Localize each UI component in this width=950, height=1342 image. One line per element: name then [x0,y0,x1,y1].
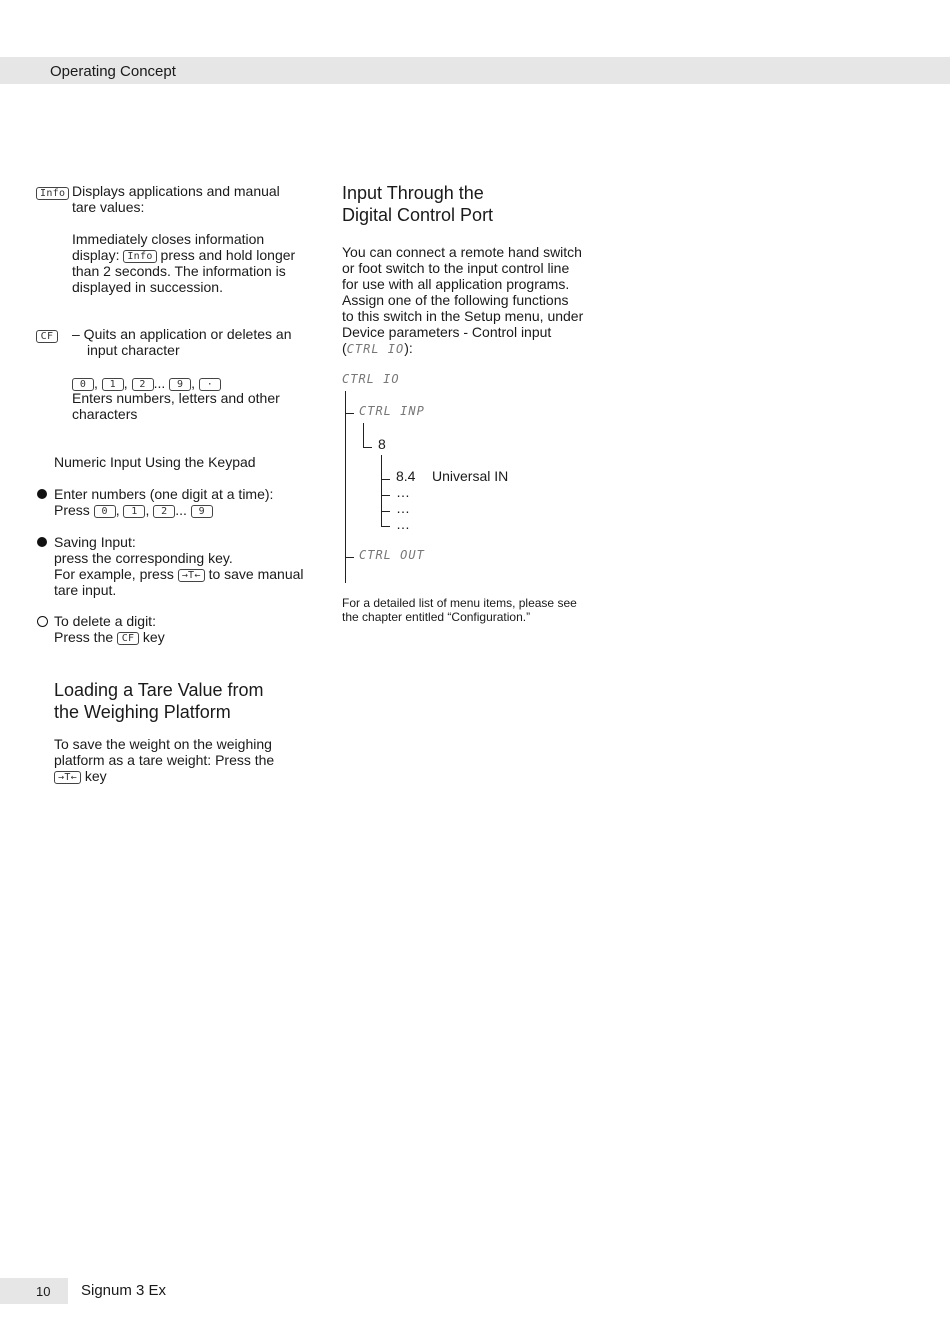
menu-tree-item-label: Universal IN [432,468,509,484]
tree-branch [381,511,390,512]
filled-bullet-icon [37,489,47,499]
tare-key-icon: →T← [54,771,81,784]
bullet-saving-input: Saving Input: press the corresponding key. For example, press →T← to save manual tare input. [54,534,304,598]
control-port-heading: Input Through the Digital Control Port [342,183,494,225]
tree-line [381,455,382,526]
key-0-icon: 0 [94,505,116,518]
menu-tree-ellipsis: … [396,516,410,532]
footer-page-band [0,1278,68,1304]
menu-tree-ellipsis: … [396,484,410,500]
key-9-icon: 9 [191,505,213,518]
key-2-icon: 2 [153,505,175,518]
menu-tree-ellipsis: … [396,500,410,516]
open-bullet-icon [37,616,48,627]
menu-tree-node-8: 8 [378,436,386,452]
tree-branch [363,447,372,448]
keypad-keys-row: 0 , 1 , 2 ... 9 , · [72,375,221,391]
info-key-description: Displays applications and manual tare values: [72,183,280,215]
menu-tree-ctrl-inp: CTRL INP [359,404,425,418]
tree-branch [345,413,354,414]
tree-branch [345,557,354,558]
tare-section-text: To save the weight on the weighing platform as a tare weight: Press the →T← key [54,736,275,784]
tree-line [363,423,364,447]
key-0-icon: 0 [72,378,94,391]
tree-branch [381,479,390,480]
menu-tree-ctrl-out: CTRL OUT [359,548,425,562]
tare-section-heading: Loading a Tare Value from the Weighing Platform [54,680,264,722]
cf-key-description: – Quits an application or deletes an input character [72,326,292,358]
numeric-input-heading: Numeric Input Using the Keypad [54,454,256,470]
info-key-icon-inline: Info [123,250,156,263]
keypad-description: Enters numbers, letters and other characters [72,390,280,422]
info-key-icon: Info [36,184,69,200]
tree-branch [381,495,390,496]
filled-bullet-icon [37,537,47,547]
tare-key-icon: →T← [178,569,205,582]
info-key-close-description: Immediately closes information display: Info press and hold longer than 2 seconds. The information is displayed in succession. [72,231,296,295]
key-1-icon: 1 [102,378,124,391]
bullet-enter-numbers: Enter numbers (one digit at a time): Press 0 , 1 , 2 ... 9 [54,486,274,518]
configuration-note: For a detailed list of menu items, please see the chapter entitled “Configuration.” [342,596,577,624]
cf-key-icon-inline: CF [117,632,139,645]
menu-tree-item-code: 8.4 [396,468,416,484]
bullet-delete-digit: To delete a digit: Press the CF key [54,613,165,645]
page-section-title: Operating Concept [50,63,176,80]
cf-key-icon: CF [36,327,58,343]
key-1-icon: 1 [123,505,145,518]
tree-branch [381,526,390,527]
key-dot-icon: · [199,378,221,391]
segment-display-text: CTRL IO [346,342,405,356]
page-number: 10 [36,1284,51,1299]
menu-tree-root: CTRL IO [342,372,400,386]
tree-line [345,391,346,583]
key-9-icon: 9 [169,378,191,391]
control-port-paragraph: You can connect a remote hand switch or foot switch to the input control line for use with all application programs. Assign one of the following functions to this switch in the Setup menu, under Device parameters - Control input (CTRL IO): [342,244,584,356]
footer-document-title: Signum 3 Ex [81,1282,167,1299]
key-2-icon: 2 [132,378,154,391]
